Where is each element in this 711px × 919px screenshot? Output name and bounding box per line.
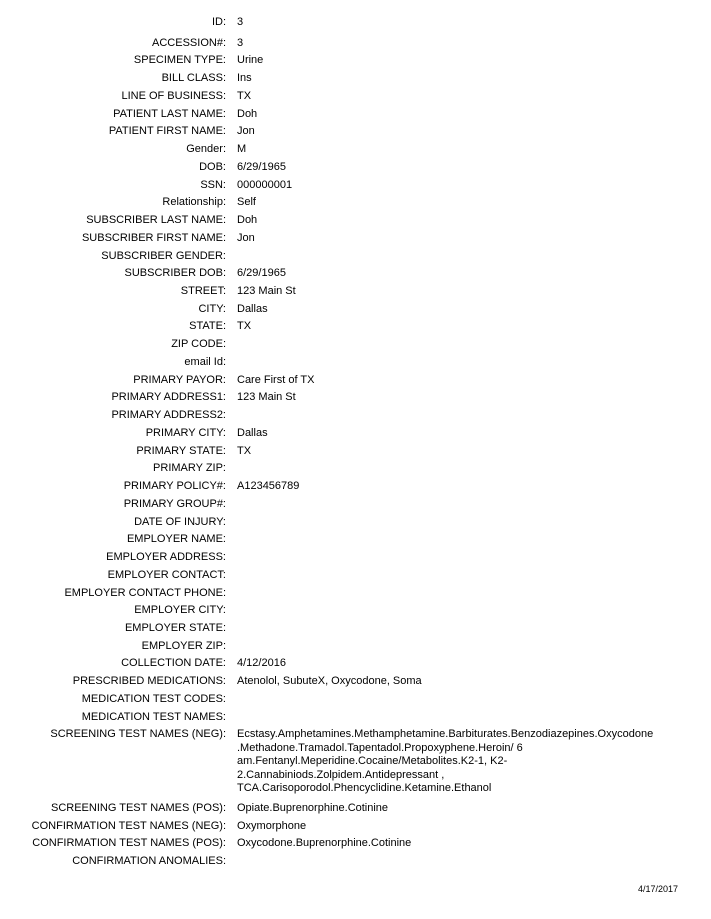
field-label: LINE OF BUSINESS:	[121, 89, 226, 102]
field-label: Gender:	[186, 143, 226, 156]
field-row	[0, 602, 711, 620]
field-value: Urine	[237, 54, 264, 67]
print-date: 4/17/2017	[637, 884, 678, 894]
field-label: MEDICATION TEST NAMES:	[81, 710, 226, 723]
field-label: MEDICATION TEST CODES:	[81, 692, 226, 705]
field-value: 123 Main St	[237, 285, 296, 298]
field-row	[0, 585, 711, 603]
field-label: PRIMARY POLICY#:	[123, 480, 226, 493]
field-value: Oxymorphone	[237, 819, 307, 832]
field-row	[0, 389, 711, 407]
field-row	[0, 655, 711, 673]
field-label: PRIMARY ZIP:	[153, 462, 226, 475]
field-label: SUBSCRIBER GENDER:	[101, 249, 226, 262]
field-label: CONFIRMATION ANOMALIES:	[72, 855, 226, 868]
field-row	[0, 407, 711, 425]
field-label: SPECIMEN TYPE:	[133, 54, 226, 67]
field-row	[0, 853, 711, 871]
field-row	[0, 531, 711, 549]
field-value: Doh	[237, 214, 258, 227]
field-row	[0, 709, 711, 727]
field-label: EMPLOYER CONTACT PHONE:	[64, 586, 226, 599]
field-label: EMPLOYER NAME:	[126, 533, 226, 546]
field-row	[0, 212, 711, 230]
field-value: 3	[237, 16, 244, 28]
field-row	[0, 35, 711, 53]
field-row	[0, 123, 711, 141]
field-label: PATIENT FIRST NAME:	[108, 125, 226, 138]
field-row	[0, 460, 711, 478]
field-label: EMPLOYER STATE:	[124, 621, 226, 634]
field-label: STREET:	[180, 285, 226, 298]
field-label: BILL CLASS:	[161, 72, 226, 85]
requisition-record	[0, 14, 711, 871]
field-row	[0, 726, 711, 800]
field-value: Dallas	[237, 302, 268, 315]
field-row	[0, 141, 711, 159]
field-value: Ecstasy.Amphetamines.Methamphetamine.Barbiturates.Benzodiazepines.Oxycodone .Methadone.Tramadol.Tapentadol.Propoxyphene.Heroin/ 6 am.Fentanyl.Meperidine.Cocaine/Metabolites.K2-1, K2- 2.Cannabiniods.Zolpidem.Antidepressant , TCA.Carisoporodol.Phencyclidine.Ketamine.Ethanol	[237, 728, 654, 795]
field-value: 4/12/2016	[237, 657, 286, 670]
field-label: PRIMARY GROUP#:	[123, 497, 226, 510]
field-value: Opiate.Buprenorphine.Cotinine	[237, 801, 389, 814]
field-row	[0, 159, 711, 177]
field-value: Self	[237, 196, 256, 209]
field-label: PRIMARY ADDRESS2:	[111, 409, 226, 422]
field-row	[0, 177, 711, 195]
field-row	[0, 818, 711, 836]
field-row	[0, 620, 711, 638]
field-label: STATE:	[189, 320, 226, 333]
field-label: SUBSCRIBER FIRST NAME:	[81, 231, 226, 244]
field-label: EMPLOYER CONTACT:	[107, 568, 226, 581]
field-label: PRIMARY ADDRESS1:	[111, 391, 226, 404]
field-value: Atenolol, SubuteX, Oxycodone, Soma	[237, 675, 422, 688]
field-value: 6/29/1965	[237, 160, 286, 173]
field-label: CONFIRMATION TEST NAMES (POS):	[32, 837, 226, 850]
field-value: TX	[237, 89, 252, 102]
field-value: Oxycodone.Buprenorphine.Cotinine	[237, 837, 412, 850]
field-row	[0, 283, 711, 301]
field-label: SSN:	[200, 178, 226, 191]
field-row	[0, 265, 711, 283]
field-row	[0, 88, 711, 106]
field-value: A123456789	[237, 480, 300, 493]
field-label: COLLECTION DATE:	[121, 657, 226, 670]
field-row	[0, 835, 711, 853]
field-label: SCREENING TEST NAMES (POS):	[50, 801, 226, 814]
field-row	[0, 372, 711, 390]
field-row	[0, 336, 711, 354]
field-label: DATE OF INJURY:	[134, 515, 226, 528]
field-label: EMPLOYER ZIP:	[141, 639, 226, 652]
field-row	[0, 496, 711, 514]
field-value: Dallas	[237, 426, 268, 439]
field-label: CONFIRMATION TEST NAMES (NEG):	[31, 819, 226, 832]
field-row	[0, 478, 711, 496]
field-value: Ins	[237, 72, 252, 85]
field-value: TX	[237, 444, 252, 457]
field-label: SCREENING TEST NAMES (NEG):	[50, 728, 226, 741]
field-row	[0, 638, 711, 656]
field-row	[0, 514, 711, 532]
field-row	[0, 301, 711, 319]
field-label: ACCESSION#:	[152, 36, 226, 49]
field-label: SUBSCRIBER LAST NAME:	[86, 214, 226, 227]
field-label: PRIMARY STATE:	[136, 444, 226, 457]
field-row	[0, 230, 711, 248]
field-row	[0, 354, 711, 372]
field-value: 000000001	[237, 178, 293, 191]
field-value: Jon	[237, 125, 255, 138]
field-value: 123 Main St	[237, 391, 296, 404]
field-label: PRIMARY PAYOR:	[133, 373, 226, 386]
field-value: Care First of TX	[237, 373, 315, 386]
field-row	[0, 800, 711, 818]
field-label: Relationship:	[162, 196, 226, 209]
field-label: email Id:	[184, 355, 226, 368]
field-label: EMPLOYER CITY:	[134, 604, 226, 617]
field-row	[0, 106, 711, 124]
field-row	[0, 52, 711, 70]
field-value: TX	[237, 320, 252, 333]
field-value: 6/29/1965	[237, 267, 286, 280]
field-label: EMPLOYER ADDRESS:	[106, 551, 226, 564]
field-row	[0, 567, 711, 585]
field-label: CITY:	[198, 302, 226, 315]
field-label: SUBSCRIBER DOB:	[124, 267, 226, 280]
field-label: PRESCRIBED MEDICATIONS:	[72, 675, 226, 688]
field-row	[0, 70, 711, 88]
field-value: 3	[237, 36, 244, 49]
field-row	[0, 14, 711, 32]
field-value: Doh	[237, 107, 258, 120]
field-row	[0, 443, 711, 461]
field-row	[0, 673, 711, 691]
field-value: Jon	[237, 231, 255, 244]
field-label: ID:	[211, 16, 226, 28]
field-row	[0, 425, 711, 443]
field-label: PATIENT LAST NAME:	[113, 107, 226, 120]
field-label: PRIMARY CITY:	[145, 426, 226, 439]
field-label: ZIP CODE:	[171, 338, 226, 351]
field-row	[0, 318, 711, 336]
field-row	[0, 549, 711, 567]
field-row	[0, 248, 711, 266]
field-row	[0, 691, 711, 709]
field-row	[0, 194, 711, 212]
field-label: DOB:	[199, 160, 226, 173]
field-value: M	[237, 143, 247, 156]
